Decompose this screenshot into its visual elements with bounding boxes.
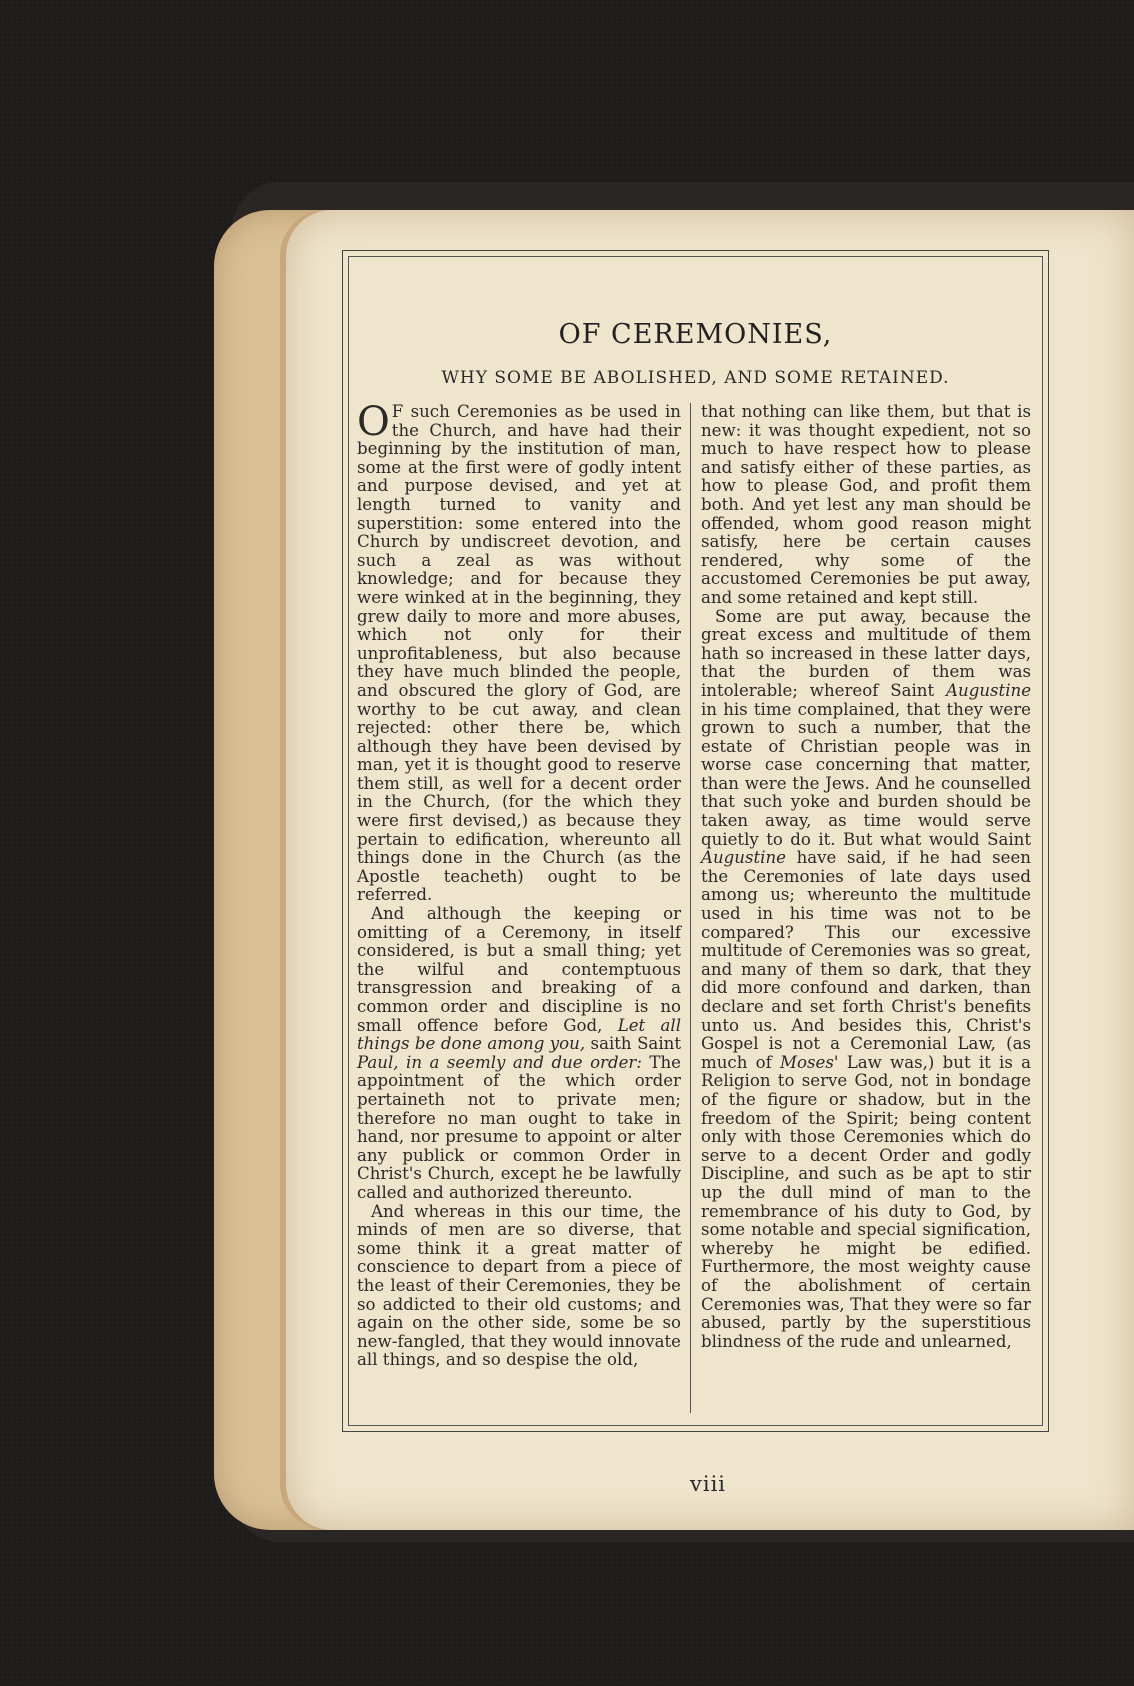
drop-cap: O [357,399,390,445]
left-column [357,399,682,1370]
left-paragraph-2 [357,905,681,1203]
column-divider [690,403,691,1413]
page-title: OF CEREMONIES, [558,319,833,350]
right-paragraph-2-italic-b: Augustine [701,848,786,868]
right-column [701,403,1031,1351]
left-paragraph-2-text-b: saith Saint [590,1034,681,1054]
right-paragraph-2-text-c: have said, if he had seen the Ceremonies of late days used among us; whereunto the multitude used in his time was not to be compared? This our excessive multitude of Ceremonies was so great, and many of them so dark, that they did more confound and darken, than declare and set forth Christ's benefits unto us. And besides this, Christ's Gospel is not a Ceremonial Law, (as much of [701,848,1031,1072]
right-paragraph-2 [701,608,1031,1352]
left-paragraph-1-text: F such Ceremonies as be used in the Church, and have had their beginning by the institution of man, some at the first were of godly intent and purpose devised, and yet at length turned to vanity and superstition: some entered into the Church by undiscreet devotion, and such a zeal as was without knowledge; and for because they were winked at in the beginning, they grew daily to more and more abuses, which not only for their unprofitableness, but also because they have much blinded the people, and obscured the glory of God, are worthy to be cut away, and clean rejected: other there be, which although they have been devised by man, yet it is thought good to reserve them still, as well for a decent order in the Church, (for the which they were first devised,) as because they pertain to edification, whereunto all things done in the Church (as the Apostle teacheth) ought to be referred. [357,402,681,905]
right-paragraph-2-text-a: Some are put away, because the great excess and multitude of them hath so increased in these latter days, that the burden of them was intolerable; whereof Saint [701,606,1031,700]
left-paragraph-2-italic-a: Let all things be done among you, [357,1015,682,1054]
text-frame [342,250,1049,1432]
right-paragraph-2-text-b: in his time complained, that they were grown to such a number, that the estate of Christian people was in worse case concerning that matter, than were the Jews. And he counselled that such yoke and burden should be taken away, as time would serve quietly to do it. But what would Saint [701,699,1031,849]
right-paragraph-2-italic-a: Augustine [946,680,1032,700]
page-number: viii [690,1472,727,1496]
left-paragraph-1 [357,399,681,905]
left-paragraph-2-italic-b: Paul, in a seemly and due order: [357,1052,642,1072]
right-paragraph-2-text-d: Law was,) but it is a Religion to serve God, not in bondage of the figure or shadow, but in the freedom of the Spirit; being content only with those Ceremonies which do serve to a decent Order and godly Discipline, and such as be apt to stir up the dull mind of man to the remembrance of his duty to God, by some notable and special signification, whereby he might be edified. Furthermore, the most weighty cause of the abolishment of certain Ceremonies was, That they were so far abused, partly by the superstitious blindness of the rude and unlearned, [701,1052,1032,1351]
left-paragraph-2-text-a: And although the keeping or omitting of a Ceremony, in itself considered, is but a small thing; yet the wilful and contemptuous transgression and breaking of a common order and discipline is no small offence before God, [357,904,681,1035]
left-paragraph-3: And whereas in this our time, the minds of men are so diverse, that some think it a great matter of conscience to depart from a piece of the least of their Ceremonies, they be so addicted to their old customs; and again on the other side, some be so new-fangled, that they would innovate all things, and so despise the old, [357,1201,681,1370]
left-paragraph-2-text-c: The appointment of the which order pertaineth not to private men; therefore no man ought to take in hand, nor presume to appoint or alter any publick or common Order in Christ's Church, except he be lawfully called and authorized thereunto. [357,1052,681,1202]
right-paragraph-2-italic-c: Moses' [780,1052,839,1072]
right-paragraph-1: that nothing can like them, but that is new: it was thought expedient, not so much to have respect how to please and satisfy either of these parties, as how to please God, and profit them both. And yet lest any man should be offended, whom good reason might satisfy, here be certain causes rendered, why some of the accustomed Ceremonies be put away, and some retained and kept still. [701,402,1031,607]
page-subtitle: WHY SOME BE ABOLISHED, AND SOME RETAINED. [441,368,950,388]
